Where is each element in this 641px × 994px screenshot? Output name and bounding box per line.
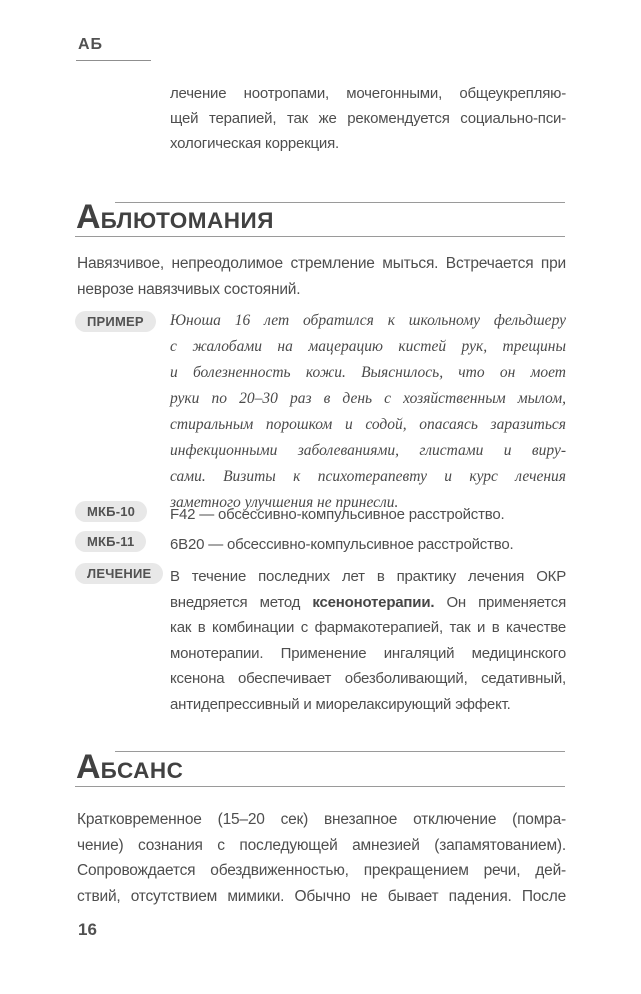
text-line: щей терапией, так же рекомендуется социально-пси-: [170, 110, 566, 127]
running-header-rule: [76, 60, 151, 61]
treatment-badge: ЛЕЧЕНИЕ: [75, 563, 163, 584]
text-line: Навязчивое, непреодолимое стремление мыться. Встречается при: [77, 255, 566, 272]
mkb11-text: [170, 532, 566, 557]
text-line: антидепрессивный и миорелаксирующий эффект.: [170, 695, 511, 713]
text-line: инфекционными заболеваниями, глистами и виру-: [170, 442, 566, 459]
heading-rule-bottom: [75, 236, 565, 237]
running-header: АБ: [78, 36, 104, 53]
text-line: чение) сознания с последующей амнезией (запамятованием).: [77, 836, 566, 854]
entry-title-rest: БЛЮТОМАНИЯ: [100, 208, 274, 233]
text-line: ксенона обеспечивает обезболивающий, седативный,: [170, 670, 566, 687]
text-line: внедряется метод ксенонотерапии. Он применяется: [170, 593, 566, 611]
text-line: с жалобами на мацерацию кистей рук, трещины: [170, 338, 566, 355]
continuation-paragraph: [170, 81, 566, 156]
text-line: хологическая коррекция.: [170, 135, 339, 152]
text-line: Юноша 16 лет обратился к школьному фельдшеру: [170, 312, 566, 329]
text-line: сами. Визиты к психотерапевту и курс лечения: [170, 468, 566, 485]
entry-title: [76, 200, 274, 234]
mkb10-badge: МКБ-10: [75, 501, 147, 522]
text-line: неврозе навязчивых состояний.: [77, 280, 301, 298]
mkb10-text: [170, 502, 566, 527]
text-line: F42 — обсессивно-компульсивное расстройство.: [170, 506, 505, 523]
text-line: Сопровождается обездвиженностью, прекращением речи, дей-: [77, 862, 566, 879]
example-text: [170, 308, 566, 516]
entry-heading-ablutomania: [75, 198, 565, 237]
example-badge: ПРИМЕР: [75, 311, 156, 332]
text-line: Кратковременное (15–20 сек) внезапное отключение (помра-: [77, 811, 566, 828]
absans-definition: [77, 807, 566, 909]
text-line: стиральным порошком и содой, опасаясь заразиться: [170, 416, 566, 433]
mkb11-badge: МКБ-11: [75, 531, 146, 552]
text-line: В течение последних лет в практику лечения ОКР: [170, 568, 566, 585]
text-line: и болезненность кожи. Выяснилось, что он моет: [170, 364, 566, 381]
heading-rule-bottom: [75, 786, 565, 787]
treatment-text: [170, 564, 566, 717]
ablutomania-definition: [77, 251, 566, 302]
text-line: 6B20 — обсессивно-компульсивное расстройство.: [170, 536, 514, 553]
entry-title-rest: БСАНС: [100, 758, 184, 783]
text-line: заметного улучшения не принесли.: [170, 494, 399, 511]
entry-title: [76, 750, 183, 784]
text-line: лечение ноотропами, мочегонными, общеукрепляю-: [170, 85, 566, 102]
text-line: ствий, отсутствием мимики. Обычно не бывает падения. После: [77, 887, 566, 905]
text-line: как в комбинации с фармакотерапией, так и в качестве: [170, 619, 566, 636]
text-line: монотерапии. Применение ингаляций медицинского: [170, 644, 566, 662]
page-number: 16: [78, 920, 97, 939]
entry-heading-absans: [75, 748, 565, 787]
text-line: руки по 20–30 раз в день с хозяйственным мылом,: [170, 390, 566, 407]
entry-title-dropcap: А: [76, 748, 101, 786]
entry-title-dropcap: А: [76, 198, 101, 236]
